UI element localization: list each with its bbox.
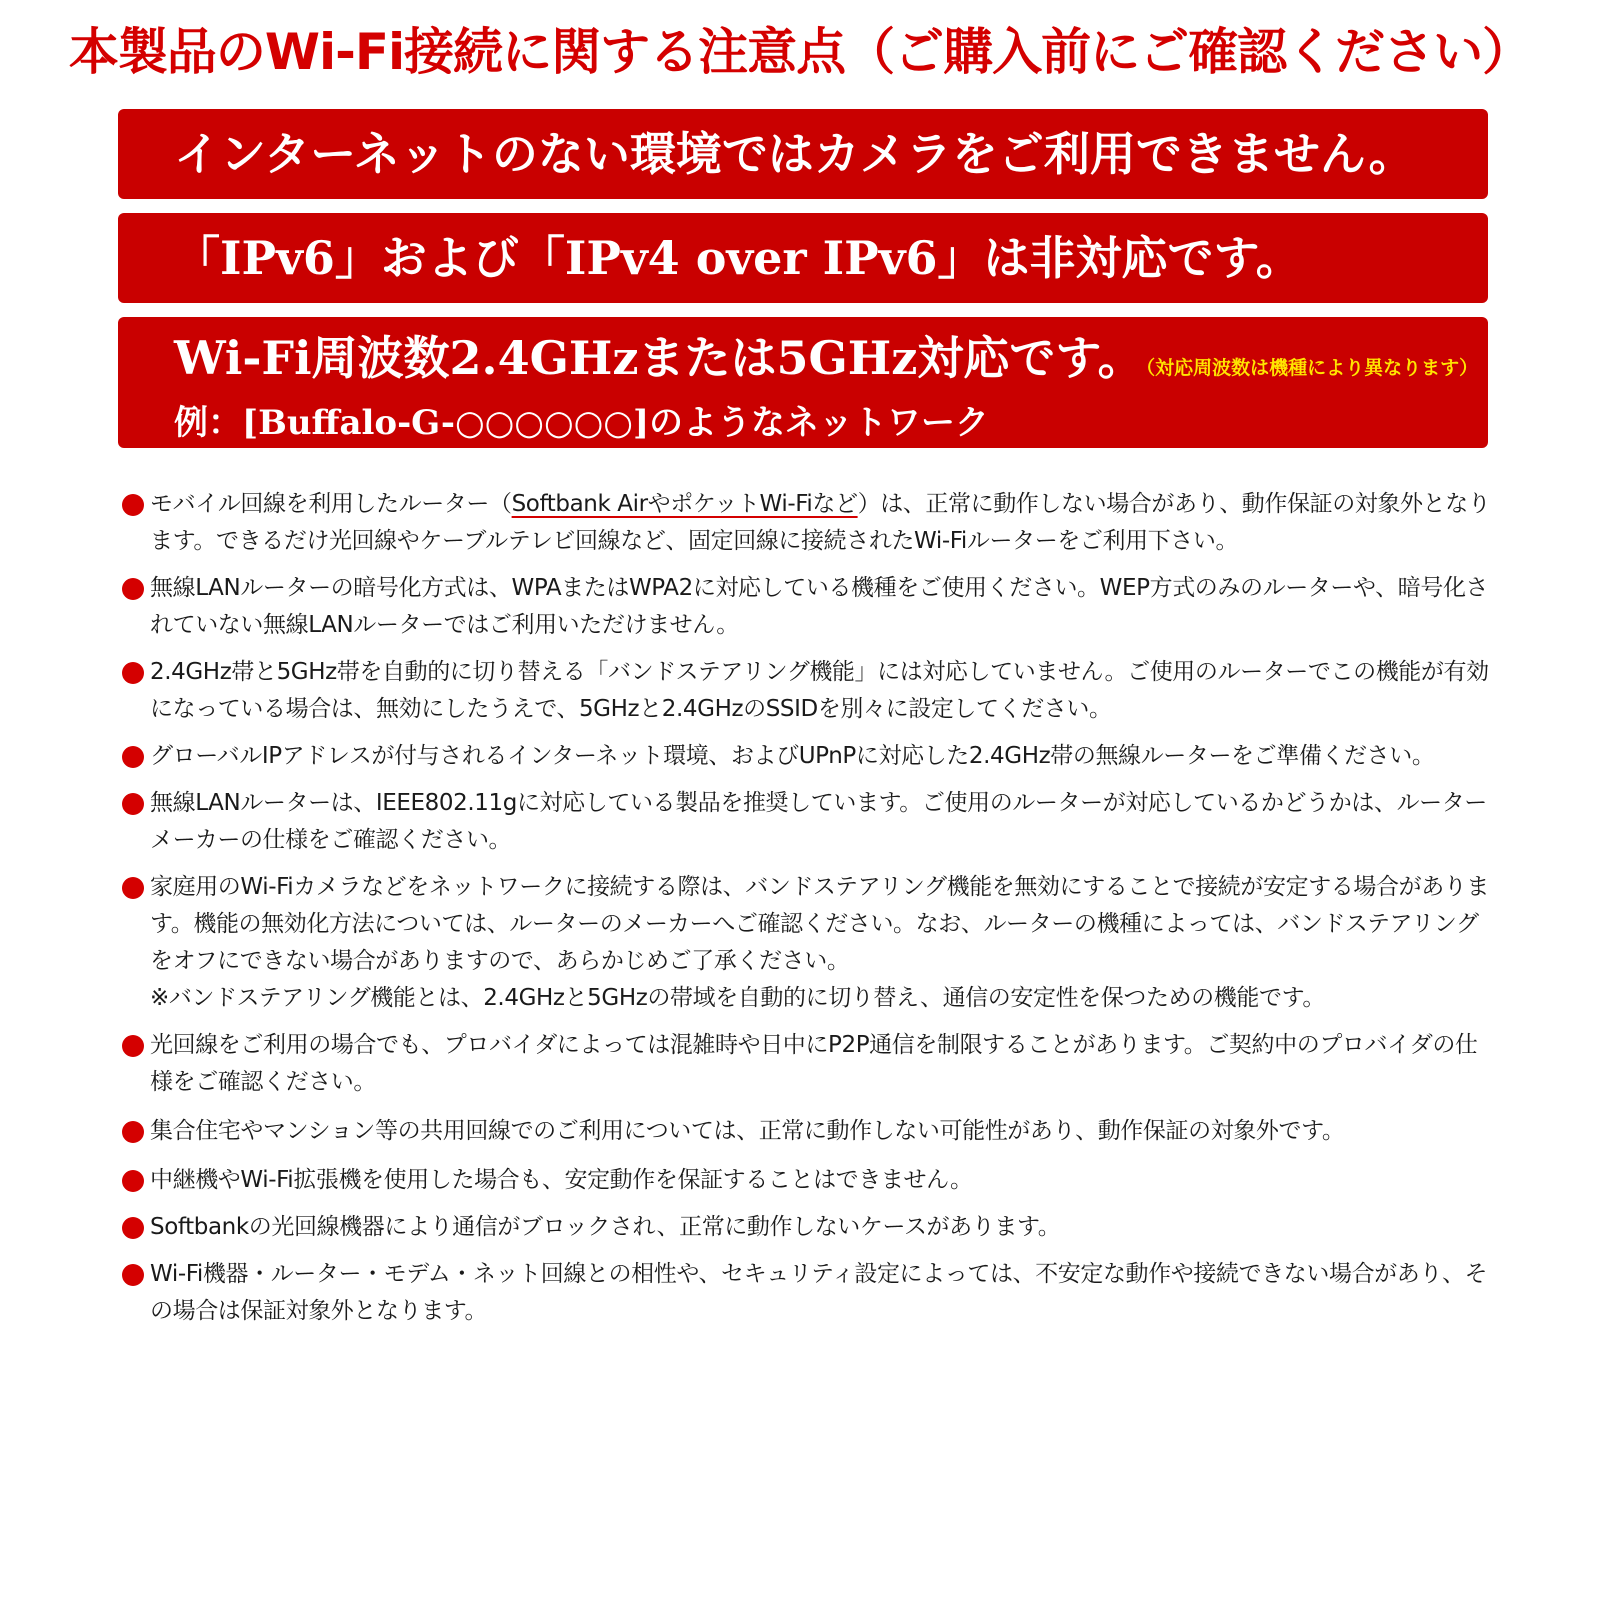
note-shared-line-text: 集合住宅やマンション等の共用回線でのご利用については、正常に動作しない可能性があり、動作保証の対象外です。: [150, 1118, 1345, 1144]
note-compatibility: [122, 1256, 1498, 1330]
banner-no-internet: [118, 109, 1488, 199]
note-compatibility-text: Wi-Fi機器・ルーター・モデム・ネット回線との相性や、セキュリティ設定によっては、不安定な動作や接続できない場合があり、その場合は保証対象外となります。: [150, 1261, 1488, 1324]
bullet-icon: [122, 877, 144, 899]
banner-example-text: 例：[Buffalo-G-○○○○○○]のようなネットワーク: [174, 403, 990, 443]
note-shared-line: [122, 1113, 1498, 1150]
bullet-icon: [122, 793, 144, 815]
note-encryption-text: 無線LANルーターの暗号化方式は、WPAまたはWPA2に対応している機種をご使用ください。WEP方式のみのルーターや、暗号化されていない無線LANルーターではご利用いただけません。: [150, 575, 1489, 638]
bullet-icon: [122, 494, 144, 516]
note-mobile-post: ）は、正常に動作しない場合があり、動作保証の対象外となります。できるだけ光回線やケーブルテレビ回線など、固定回線に接続されたWi-Fiルーターをご利用下さい。: [150, 491, 1491, 554]
banner-frequency: [118, 317, 1488, 448]
bullet-icon: [122, 1035, 144, 1057]
note-ieee: [122, 785, 1498, 859]
note-fiber: [122, 1027, 1498, 1101]
note-global-ip-text: グローバルIPアドレスが付与されるインターネット環境、およびUPnPに対応した2.4GHz帯の無線ルーターをご準備ください。: [150, 743, 1435, 769]
bullet-icon: [122, 1170, 144, 1192]
note-mobile-router: [122, 486, 1498, 560]
bullet-icon: [122, 578, 144, 600]
note-mobile-pre: モバイル回線を利用したルーター（: [150, 491, 512, 517]
note-fiber-text: 光回線をご利用の場合でも、プロバイダによっては混雑時や日中にP2P通信を制限することがあります。ご契約中のプロバイダの仕様をご確認ください。: [150, 1032, 1478, 1095]
note-band-steering: [122, 654, 1498, 728]
bullet-icon: [122, 1264, 144, 1286]
banner-ipv6: [118, 213, 1488, 303]
banner-ipv6-text: 「IPv6」および「IPv4 over IPv6」は非対応です。: [174, 231, 1302, 285]
note-band-steering-text: 2.4GHz帯と5GHz帯を自動的に切り替える「バンドステアリング機能」には対応していません。ご使用のルーターでこの機能が有効になっている場合は、無効にしたうえで、5GHzと2.4GHzのSSIDを別々に設定してください。: [150, 659, 1489, 722]
banner-no-internet-text: インターネットのない環境ではカメラをご利用できません。: [174, 127, 1415, 181]
note-ieee-text: 無線LANルーターは、IEEE802.11gに対応している製品を推奨しています。ご使用のルーターが対応しているかどうかは、ルーターメーカーの仕様をご確認ください。: [150, 790, 1487, 853]
note-home-camera-text: 家庭用のWi-Fiカメラなどをネットワークに接続する際は、バンドステアリング機能を無効にすることで接続が安定する場合があります。機能の無効化方法については、ルーターのメーカーへご確認ください。なお、ルーターの機種によっては、バンドステアリングをオフにできない場合がありますので、あらかじめご了承ください。: [150, 874, 1490, 974]
note-mobile-underlined: Softbank AirやポケットWi-Fiなど: [511, 491, 858, 517]
notes-list: [122, 486, 1498, 1340]
banner-frequency-text: Wi-Fi周波数2.4GHzまたは5GHz対応です。: [174, 331, 1144, 385]
banner-frequency-line: [174, 325, 1488, 401]
bullet-icon: [122, 746, 144, 768]
banner-frequency-note: （対応周波数は機種により異なります）: [1145, 357, 1479, 379]
note-repeater-text: 中継機やWi-Fi拡張機を使用した場合も、安定動作を保証することはできません。: [150, 1167, 973, 1193]
note-home-camera-footnote: ※バンドステアリング機能とは、2.4GHzと5GHzの帯域を自動的に切り替え、通信の安定性を保つための機能です。: [150, 985, 1325, 1011]
page-title: 本製品のWi-Fi接続に関する注意点（ご購入前にご確認ください）: [68, 23, 1532, 81]
note-repeater: [122, 1162, 1498, 1199]
note-softbank-text: Softbankの光回線機器により通信がブロックされ、正常に動作しないケースがあります。: [150, 1214, 1061, 1240]
note-encryption: [122, 570, 1498, 644]
bullet-icon: [122, 1217, 144, 1239]
note-global-ip: [122, 738, 1498, 775]
bullet-icon: [122, 662, 144, 684]
note-home-camera: [122, 869, 1498, 1017]
bullet-icon: [122, 1121, 144, 1143]
note-softbank: [122, 1209, 1498, 1246]
